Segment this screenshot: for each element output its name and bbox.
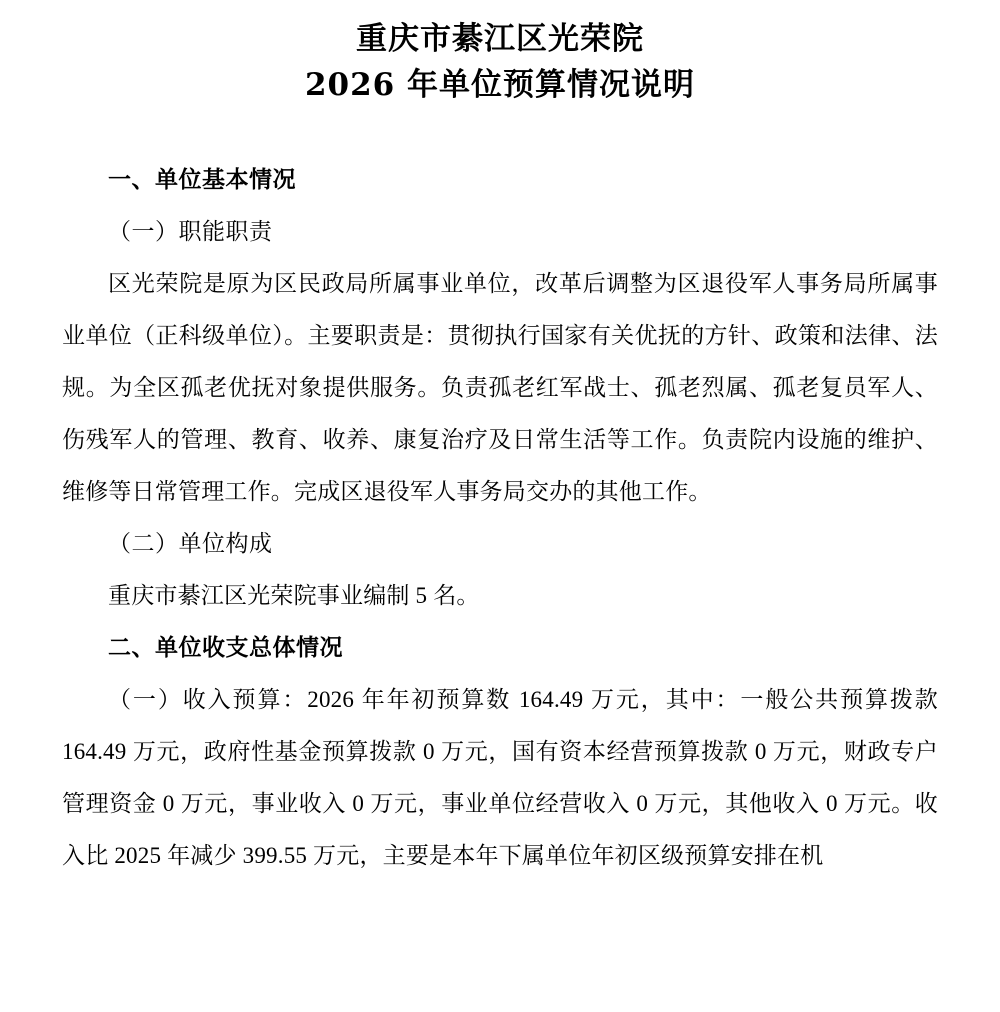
title-line-2: 2026 年单位预算情况说明 [304, 67, 696, 103]
title-line-1: 重庆市綦江区光荣院 [356, 21, 644, 57]
page-title [0, 0, 1000, 108]
section-1-paragraph-2: 重庆市綦江区光荣院事业编制 5 名。 [108, 583, 480, 608]
section-subheading-1-1: （一）职能职责 [108, 219, 273, 244]
section-heading-2: 二、单位收支总体情况 [108, 634, 343, 661]
section-subheading-1-2: （二）单位构成 [108, 531, 273, 556]
section-2-paragraph-1: （一）收入预算：2026 年年初预算数 164.49 万元，其中：一般公共预算拨款 164.49 万元，政府性基金预算拨款 0 万元，国有资本经营预算拨款 0 万元，财政专户管理资金 0 万元，事业收入 0 万元，事业单位经营收入 0 万元，其他收入 0 万元。收入比 2025 年减少 399.55 万元，主要是本年下属单位年初区级预算安排在机 [62, 687, 938, 868]
document-body [0, 154, 1000, 882]
section-heading-1: 一、单位基本情况 [108, 166, 296, 193]
section-1-paragraph-1: 区光荣院是原为区民政局所属事业单位，改革后调整为区退役军人事务局所属事业单位（正科级单位）。主要职责是：贯彻执行国家有关优抚的方针、政策和法律、法规。为全区孤老优抚对象提供服务。负责孤老红军战士、孤老烈属、孤老复员军人、伤残军人的管理、教育、收养、康复治疗及日常生活等工作。负责院内设施的维护、维修等日常管理工作。完成区退役军人事务局交办的其他工作。 [62, 271, 938, 504]
